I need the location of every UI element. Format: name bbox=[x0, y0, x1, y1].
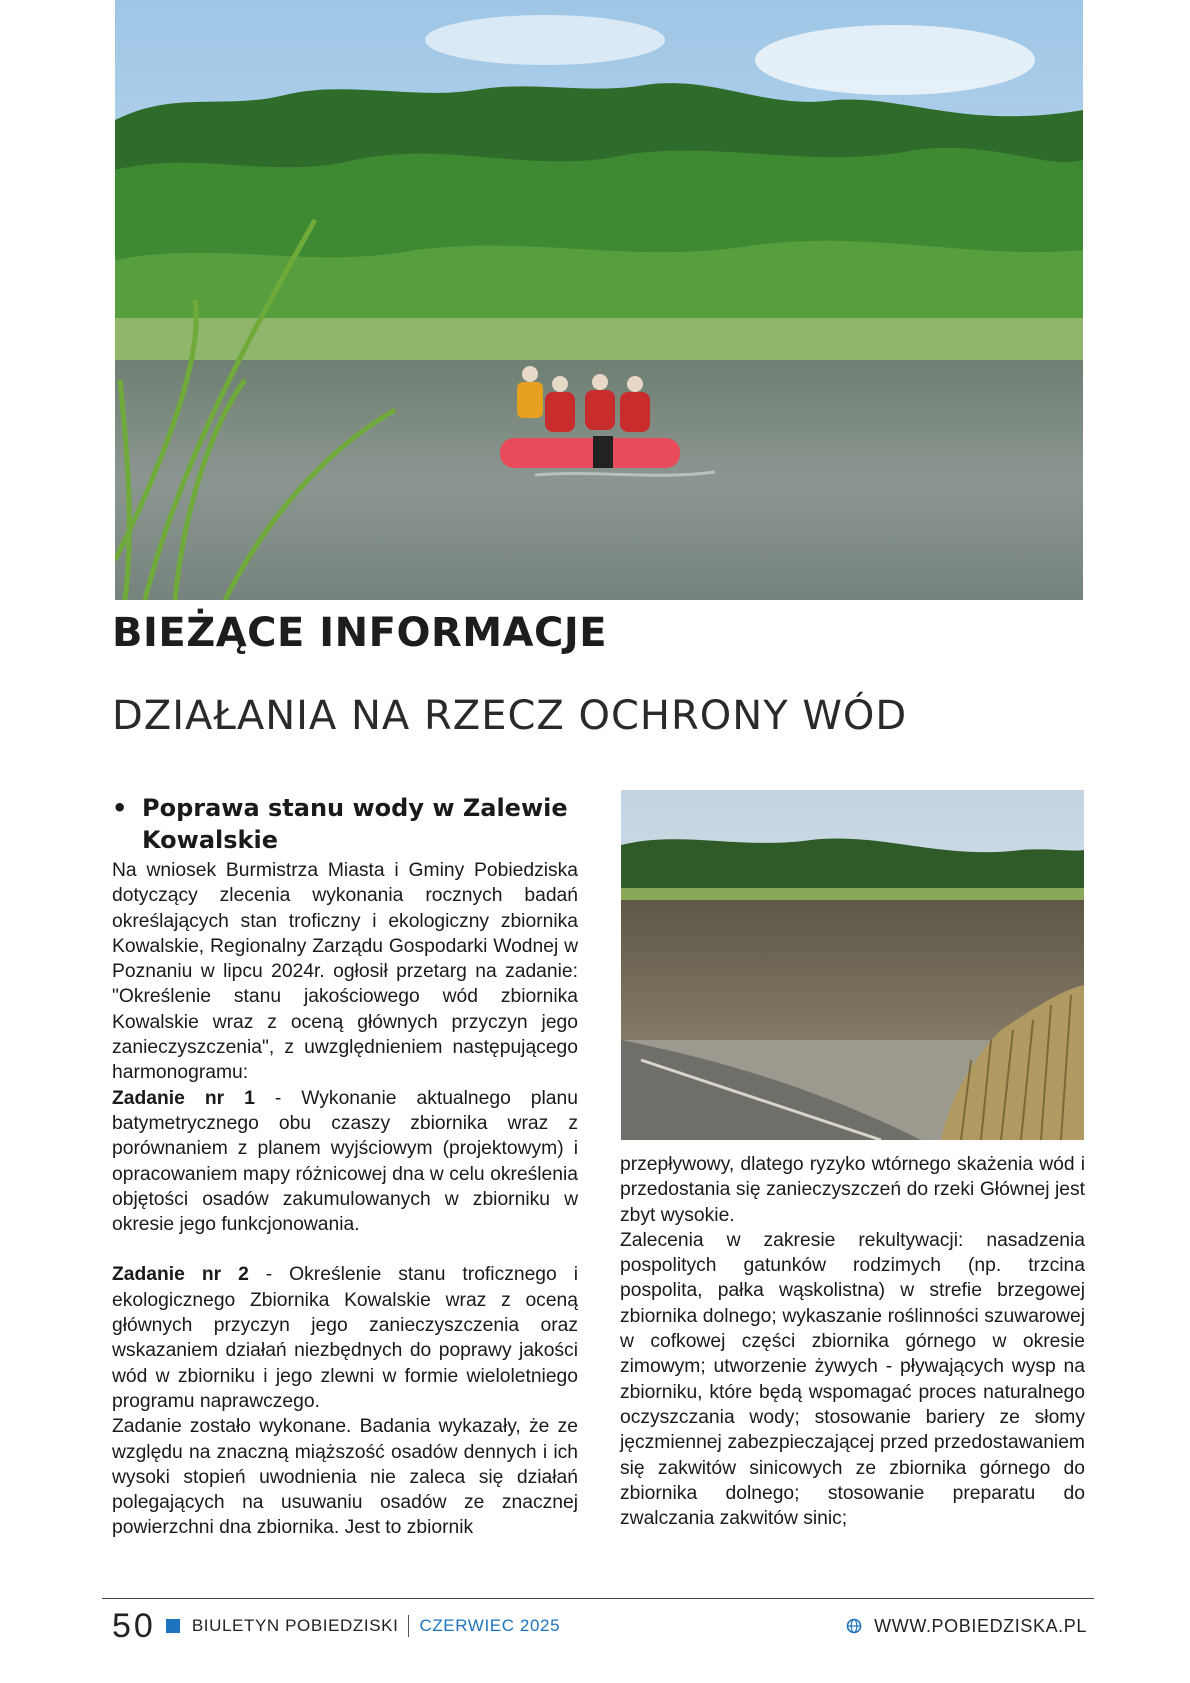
paragraph-task-2 bbox=[112, 1262, 578, 1414]
task-1-text: - Wykonanie aktualnego planu batymetrycznego obu czaszy zbiornika wraz z porównaniem z planem wyjściowym (projektowym) i opracowaniem mapy różnicowej dna w celu określenia objętości osadów zakumulowanych w zbiorniku w okresie jego funkcjonowania. bbox=[112, 1087, 578, 1236]
task-1-label: Zadanie nr 1 bbox=[112, 1087, 255, 1109]
globe-icon bbox=[846, 1618, 862, 1634]
website-link[interactable]: WWW.POBIEDZISKA.PL bbox=[874, 1615, 1087, 1636]
article-column-left bbox=[112, 792, 578, 1541]
task-2-text: - Określenie stanu troficznego i ekologicznego Zbiornika Kowalskie wraz z oceną głównych przyczyn jego zanieczyszczenia oraz wskazaniem działań niezbędnych do poprawy jakości wód w zbiorniku i jego zlewni w formie wieloletniego programu naprawczego. bbox=[112, 1264, 578, 1412]
page-footer bbox=[112, 1604, 1087, 1648]
paragraph-continued: przepływowy, dlatego ryzyko wtórnego skażenia wód i przedostania się zanieczyszczeń do rzeki Głównej jest zbyt wysokie. bbox=[620, 1154, 1085, 1226]
footer-separator bbox=[408, 1615, 409, 1637]
page-number: 50 bbox=[112, 1606, 156, 1645]
footer-divider bbox=[102, 1598, 1094, 1599]
square-icon bbox=[166, 1619, 180, 1633]
publication-name: BIULETYN POBIEDZISKI bbox=[191, 1616, 399, 1635]
paragraph-intro: Na wniosek Burmistrza Miasta i Gminy Pobiedziska dotyczący zlecenia wykonania rocznych badań określających stan troficzny i ekologiczny zbiornika Kowalskie, Regionalny Zarządu Gospodarki Wodnej w Poznaniu w lipcu 2024r. ogłosił przetarg na zadanie: "Określenie stanu jakościowego wód zbiornika Kowalskie wraz z oceną głównych przyczyn jego zanieczyszczenia", z uwzględnieniem następującego harmonogramu: bbox=[112, 860, 578, 1084]
subheading-text: Poprawa stanu wody w Zalewie Kowalskie bbox=[142, 794, 568, 854]
article-subheading bbox=[112, 792, 578, 856]
issue-date: CZERWIEC 2025 bbox=[419, 1616, 561, 1635]
paragraph-task-1 bbox=[112, 1086, 578, 1238]
article-column-right bbox=[620, 1152, 1085, 1531]
task-2-label: Zadanie nr 2 bbox=[112, 1264, 249, 1286]
reservoir-photo bbox=[621, 790, 1084, 1140]
paragraph-recommendations: Zalecenia w zakresie rekultywacji: nasadzenia pospolitych gatunków rodzimych (np. trzcina pospolita, pałka wąskolistna) w strefie brzegowej zbiornika dolnego; wykaszanie roślinności szuwarowej w cofkowej części zbiornika górnego w okresie zimowym; utworzenie żywych - pływających wysp na zbiorniku, które będą wspomagać proces naturalnego oczyszczania wody; stosowanie bariery ze słomy jęczmiennej zabezpieczającej przed przedostawaniem się zakwitów sinicowych ze zbiornika górnego do zbiornika dolnego; stosowanie preparatu do zwalczania zakwitów sinic; bbox=[620, 1229, 1085, 1530]
hero-photo-boat-on-lake bbox=[115, 0, 1083, 600]
article-title: DZIAŁANIA NA RZECZ OCHRONY WÓD bbox=[112, 693, 908, 739]
section-title: BIEŻĄCE INFORMACJE bbox=[112, 610, 608, 656]
paragraph-results: Zadanie zostało wykonane. Badania wykazały, że ze względu na znaczną miąższość osadów dennych i ich wysoki stopień uwodnienia nie zaleca się działań polegających na usuwaniu osadów ze znacznej powierzchni dna zbiornika. Jest to zbiornik bbox=[112, 1416, 578, 1539]
bullet-icon: • bbox=[112, 794, 128, 822]
